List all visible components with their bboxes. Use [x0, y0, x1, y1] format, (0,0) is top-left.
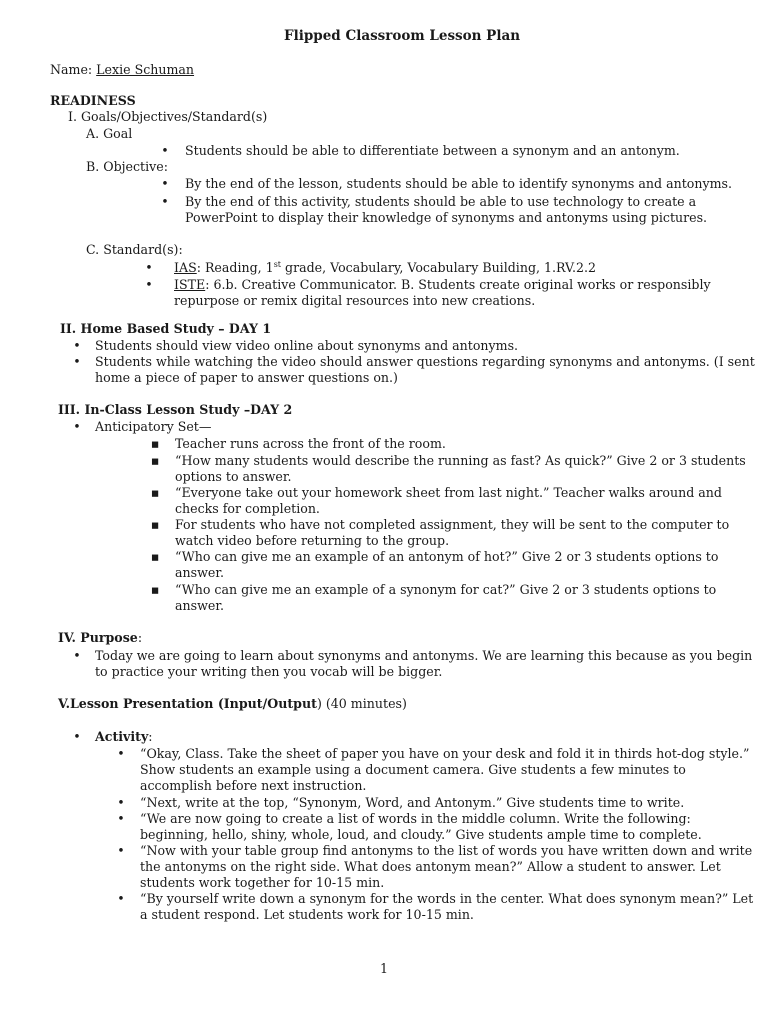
anticipatory-set: Anticipatory Set— [95, 419, 212, 434]
in-class-item: Teacher runs across the front of the room. [175, 436, 446, 451]
activity-item-continued: students work together for 10-15 min. [140, 875, 385, 890]
readiness-heading: READINESS [50, 93, 136, 108]
standards-label: C. Standard(s): [86, 242, 183, 257]
lesson-heading-tail: ) (40 minutes) [316, 696, 407, 711]
activity-colon: : [148, 729, 153, 744]
bullet-icon: • [161, 176, 169, 191]
in-class-item: “Who can give me an example of a synonym for cat?” Give 2 or 3 students options to [175, 582, 717, 597]
name-value: Lexie Schuman [96, 62, 195, 77]
objective-item-continued: PowerPoint to display their knowledge of synonyms and antonyms using pictures. [185, 210, 708, 225]
iste-line1: : 6.b. Creative Communicator. B. Students create original works or responsibly [205, 277, 711, 292]
home-study-item: Students while watching the video should answer questions regarding synonyms and antonyms. (I sent [95, 354, 755, 369]
bullet-icon: • [117, 843, 125, 858]
ias-standard [174, 260, 596, 277]
activity-item-continued: the antonyms on the right side. What does antonym mean?” Allow a student to answer. Let [140, 859, 721, 874]
purpose-text: Today we are going to learn about synonyms and antonyms. We are learning this because as you begin [95, 648, 753, 663]
document-title: Flipped Classroom Lesson Plan [284, 28, 521, 44]
activity-item-continued: Show students an example using a document camera. Give students a few minutes to [140, 762, 686, 777]
bullet-icon: • [117, 811, 125, 826]
bullet-icon: • [73, 729, 81, 744]
name-label: Name: [50, 62, 97, 77]
square-bullet-icon: ▪ [150, 453, 160, 468]
bullet-icon: • [161, 194, 169, 209]
ias-label: IAS [174, 260, 197, 275]
square-bullet-icon: ▪ [150, 582, 160, 597]
activity-item-continued: accomplish before next instruction. [140, 778, 367, 793]
bullet-icon: • [117, 746, 125, 761]
in-class-item-continued: answer. [175, 565, 224, 580]
home-study-item-continued: home a piece of paper to answer questions on.) [95, 370, 398, 385]
objective-item: By the end of the lesson, students should be able to identify synonyms and antonyms. [185, 176, 732, 191]
purpose-heading-text: IV. Purpose [58, 630, 138, 645]
bullet-icon: • [73, 419, 81, 434]
activity-item: “Next, write at the top, “Synonym, Word, and Antonym.” Give students time to write. [140, 795, 685, 810]
iste-standard [174, 277, 711, 294]
lesson-heading [58, 696, 407, 713]
purpose-text-continued: to practice your writing then you vocab will be bigger. [95, 664, 443, 679]
activity-item: “Okay, Class. Take the sheet of paper you have on your desk and fold it in thirds hot-dog style.” [140, 746, 750, 761]
activity-item: “We are now going to create a list of words in the middle column. Write the following: [140, 811, 691, 826]
purpose-heading [58, 630, 142, 647]
lesson-heading-text: V.Lesson Presentation (Input/Output [58, 696, 317, 711]
bullet-icon: • [73, 354, 81, 369]
in-class-item: “Everyone take out your homework sheet from last night.” Teacher walks around and [175, 485, 722, 500]
activity-item-continued: beginning, hello, shiny, whole, loud, and cloudy.” Give students ample time to complete. [140, 827, 702, 842]
bullet-icon: • [117, 795, 125, 810]
square-bullet-icon: ▪ [150, 436, 160, 451]
activity-label [95, 729, 153, 746]
ias-pre: : Reading, 1 [196, 260, 274, 275]
home-study-item: Students should view video online about synonyms and antonyms. [95, 338, 519, 353]
in-class-item-continued: options to answer. [175, 469, 292, 484]
ias-post: grade, Vocabulary, Vocabulary Building, 1.RV.2.2 [281, 260, 596, 275]
bullet-icon: • [117, 891, 125, 906]
ias-sup: st [273, 259, 282, 269]
goal-label: A. Goal [86, 126, 133, 141]
square-bullet-icon: ▪ [150, 517, 160, 532]
goal-item: Students should be able to differentiate between a synonym and an antonym. [185, 143, 680, 158]
in-class-heading: III. In-Class Lesson Study –DAY 2 [58, 402, 293, 417]
square-bullet-icon: ▪ [150, 549, 160, 564]
activity-item: “Now with your table group find antonyms to the list of words you have written down and write [140, 843, 753, 858]
in-class-item-continued: checks for completion. [175, 501, 320, 516]
bullet-icon: • [161, 143, 169, 158]
bullet-icon: • [145, 260, 153, 275]
home-study-heading: II. Home Based Study – DAY 1 [60, 321, 272, 336]
bullet-icon: • [145, 277, 153, 292]
in-class-item-continued: answer. [175, 598, 224, 613]
objective-item: By the end of this activity, students should be able to use technology to create a [185, 194, 697, 209]
activity-item: “By yourself write down a synonym for the words in the center. What does synonym mean?” Let [140, 891, 754, 906]
activity-label-text: Activity [95, 729, 149, 744]
in-class-item: For students who have not completed assignment, they will be sent to the computer to [175, 517, 730, 532]
in-class-item: “Who can give me an example of an antonym of hot?” Give 2 or 3 students options to [175, 549, 719, 564]
bullet-icon: • [73, 338, 81, 353]
square-bullet-icon: ▪ [150, 485, 160, 500]
iste-standard-continued: repurpose or remix digital resources into new creations. [174, 293, 536, 308]
goals-heading: I. Goals/Objectives/Standard(s) [68, 109, 268, 124]
in-class-item-continued: watch video before returning to the group. [175, 533, 450, 548]
purpose-colon: : [137, 630, 143, 645]
activity-item-continued: a student respond. Let students work for 10-15 min. [140, 907, 474, 922]
in-class-item: “How many students would describe the running as fast? As quick?” Give 2 or 3 students [175, 453, 746, 468]
name-line [50, 62, 194, 79]
iste-label: ISTE [174, 277, 206, 292]
page-number: 1 [380, 961, 389, 976]
bullet-icon: • [73, 648, 81, 663]
objective-label: B. Objective: [86, 159, 168, 174]
